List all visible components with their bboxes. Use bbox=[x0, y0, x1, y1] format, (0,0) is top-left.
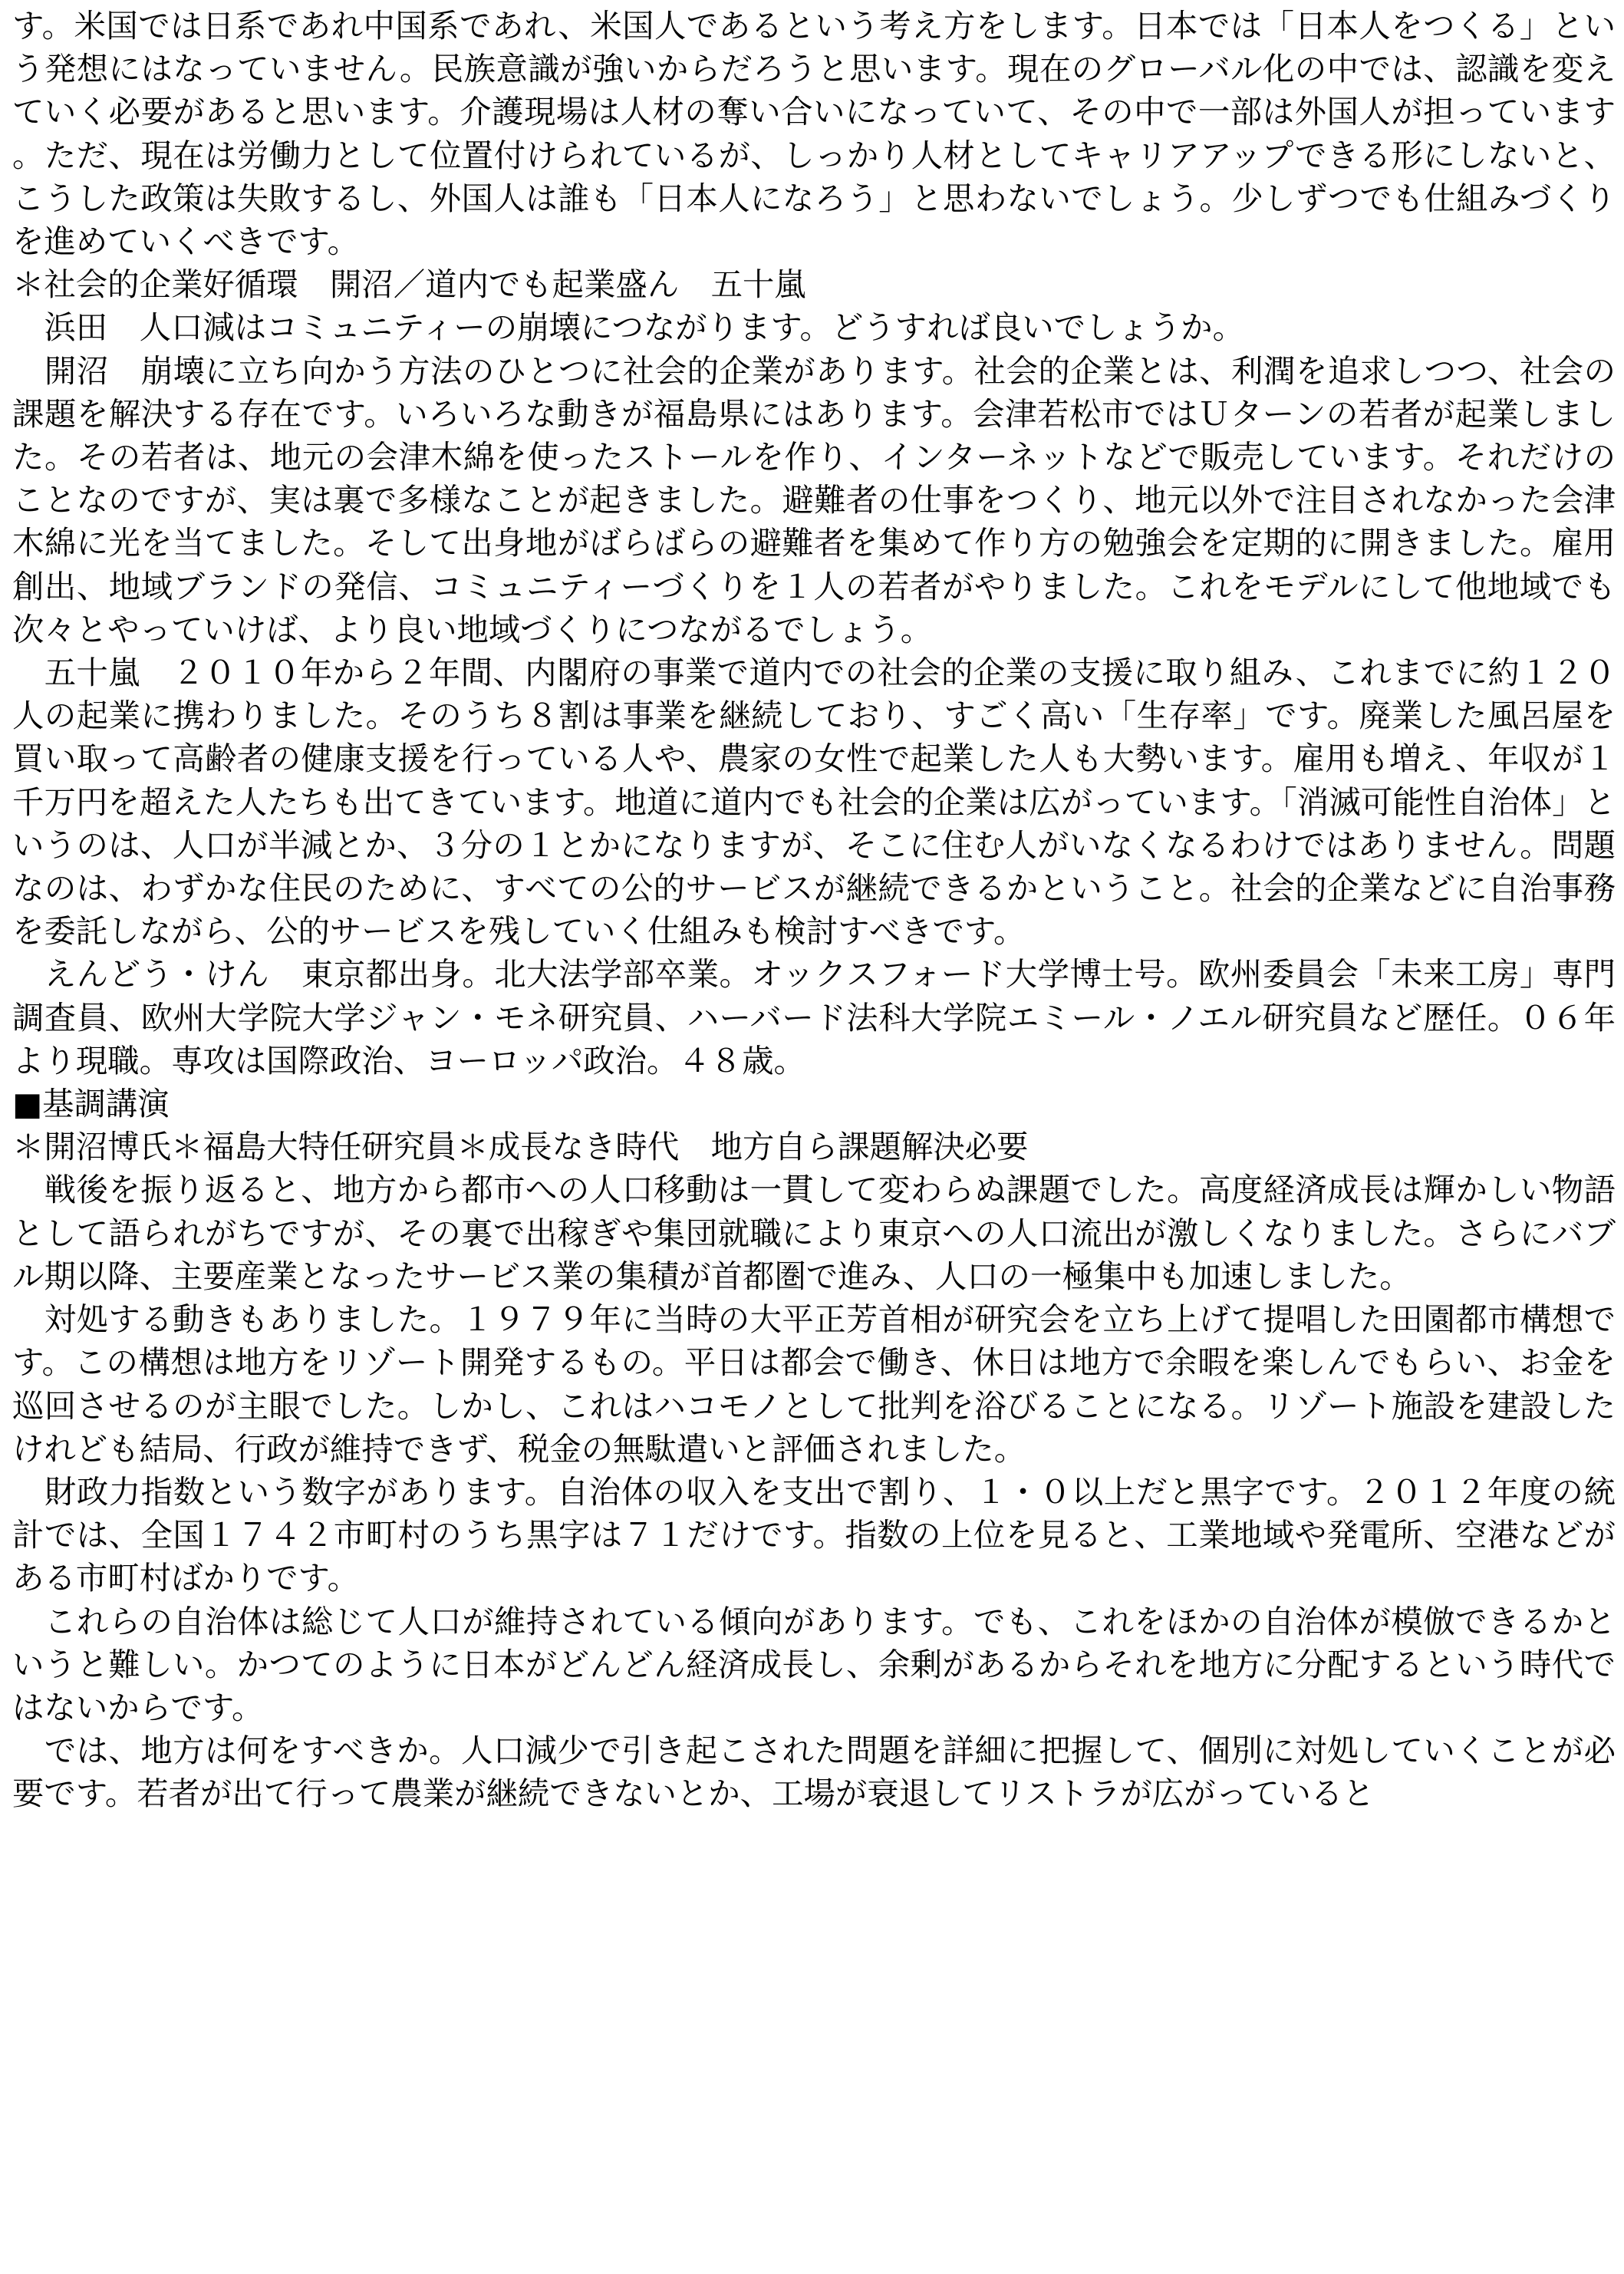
paragraph-garden-city-plan: 対処する動きもありました。１９７９年に当時の大平正芳首相が研究会を立ち上げて提唱した田園都市構想です。この構想は地方をリゾート開発するもの。平日は都会で働き、休日は地方で余暇を楽しんでもらい、お金を巡回させるのが主眼でした。しかし、これはハコモノとして批判を浴びることになる。リゾート施設を建設したけれども結局、行政が維持できず、税金の無駄遣いと評価されました。 bbox=[12, 1301, 1616, 1468]
subheading-kainuma-keynote: ＊開沼博氏＊福島大特任研究員＊成長なき時代 地方自ら課題解決必要 bbox=[12, 1129, 1029, 1166]
paragraph-hamada-question: 浜田 人口減はコミュニティーの崩壊につながります。どうすれば良いでしょうか。 bbox=[12, 309, 1244, 347]
paragraph-endo-profile: えんどう・けん 東京都出身。北大法学部卒業。オックスフォード大学博士号。欧州委員会「未来工房」専門調査員、欧州大学院大学ジャン・モネ研究員、ハーバード法科大学院エミール・ノエル研究員など歴任。０６年より現職。専攻は国際政治、ヨーロッパ政治。４８歳。 bbox=[12, 956, 1616, 1079]
paragraph-postwar-migration: 戦後を振り返ると、地方から都市への人口移動は一貫して変わらぬ課題でした。高度経済成長は輝かしい物語として語られがちですが、その裏で出稼ぎや集団就職により東京への人口流出が激しくなりました。さらにバブル期以降、主要産業となったサービス業の集積が首都圏で進み、人口の一極集中も加速しました。 bbox=[12, 1172, 1616, 1295]
paragraph-fiscal-index: 財政力指数という数字があります。自治体の収入を支出で割り、１・０以上だと黒字です。２０１２年度の統計では、全国１７４２市町村のうち黒字は７１だけです。指数の上位を見ると、工業地域や発電所、空港などがある市町村ばかりです。 bbox=[12, 1473, 1616, 1597]
paragraph-what-regions-should-do: では、地方は何をすべきか。人口減少で引き起こされた問題を詳細に把握して、個別に対処していくことが必要です。若者が出て行って農業が継続できないとか、工場が衰退してリストラが広がっていると bbox=[12, 1732, 1616, 1813]
paragraph-immigration-conclusion: す。米国では日系であれ中国系であれ、米国人であるという考え方をします。日本では「日本人をつくる」という発想にはなっていません。民族意識が強いからだろうと思います。現在のグローバル化の中では、認識を変えていく必要があると思います。介護現場は人材の奪い合いになっていて、その中で一部は外国人が担っています。ただ、現在は労働力として位置付けられているが、しっかり人材としてキャリアアップできる形にしないと、こうした政策は失敗するし、外国人は誰も「日本人になろう」と思わないでしょう。少しずつでも仕組みづくりを進めていくべきです。 bbox=[12, 8, 1616, 261]
section-heading-keynote: ■基調講演 bbox=[12, 1086, 170, 1123]
paragraph-igarashi-support: 五十嵐 ２０１０年から２年間、内閣府の事業で道内での社会的企業の支援に取り組み、これまでに約１２０人の起業に携わりました。そのうち８割は事業を継続しており、すごく高い「生存率」です。廃業した風呂屋を買い取って高齢者の健康支援を行っている人や、農家の女性で起業した人も大勢います。雇用も増え、年収が１千万円を超えた人たちも出てきています。地道に道内でも社会的企業は広がっています。「消滅可能性自治体」というのは、人口が半減とか、３分の１とかになりますが、そこに住む人がいなくなるわけではありません。問題なのは、わずかな住民のために、すべての公的サービスが継続できるかということ。社会的企業などに自治事務を委託しながら、公的サービスを残していく仕組みも検討すべきです。 bbox=[12, 654, 1616, 951]
paragraph-kainuma-social-enterprise: 開沼 崩壊に立ち向かう方法のひとつに社会的企業があります。社会的企業とは、利潤を追求しつつ、社会の課題を解決する存在です。いろいろな動きが福島県にはあります。会津若松市ではＵターンの若者が起業しました。その若者は、地元の会津木綿を使ったストールを作り、インターネットなどで販売しています。それだけのことなのですが、実は裏で多様なことが起きました。避難者の仕事をつくり、地元以外で注目されなかった会津木綿に光を当てました。そして出身地がばらばらの避難者を集めて作り方の勉強会を定期的に開きました。雇用創出、地域ブランドの発信、コミュニティーづくりを１人の若者がやりました。これをモデルにして他地域でも次々とやっていけば、より良い地域づくりにつながるでしょう。 bbox=[12, 352, 1616, 648]
paragraph-population-maintained: これらの自治体は総じて人口が維持されている傾向があります。でも、これをほかの自治体が模倣できるかというと難しい。かつてのように日本がどんどん経済成長し、余剰があるからそれを地方に分配するという時代ではないからです。 bbox=[12, 1603, 1616, 1726]
document-page bbox=[12, 5, 1616, 1816]
section-heading-social-enterprise: ＊社会的企業好循環 開沼／道内でも起業盛ん 五十嵐 bbox=[12, 266, 806, 304]
